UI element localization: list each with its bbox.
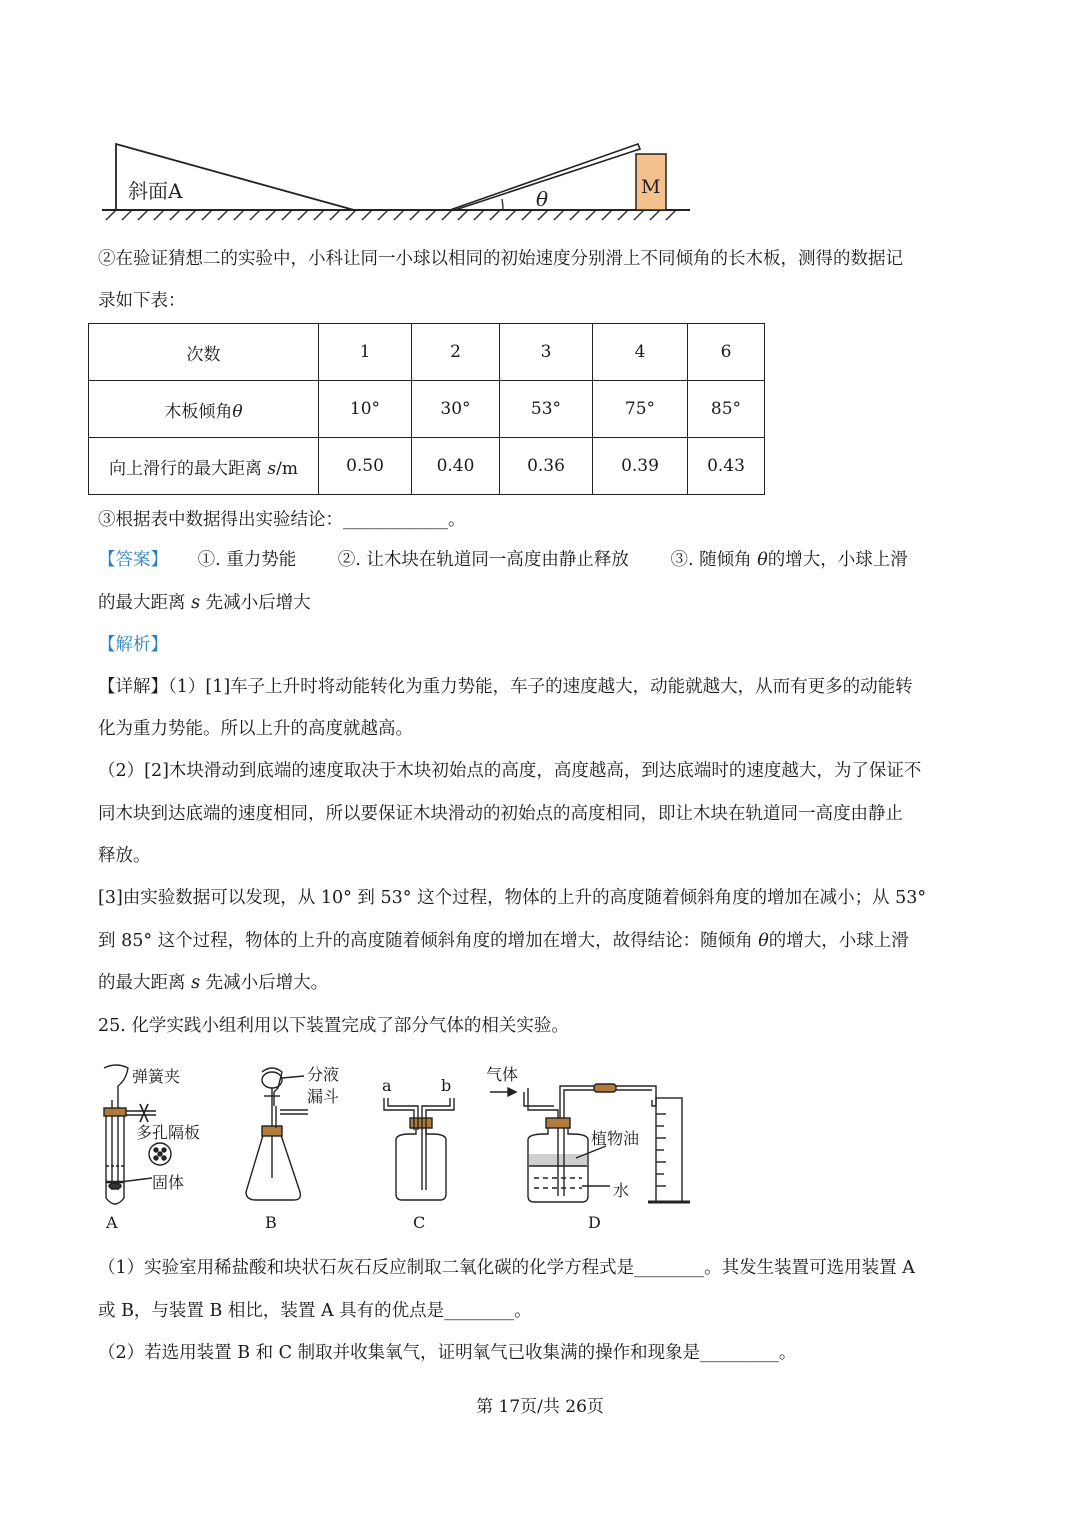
- q1-line1: （1）实验室用稀盐酸和块状石灰石反应制取二氧化碳的化学方程式是________。其发生装置可选用装置 A: [98, 1258, 915, 1278]
- apparatus-b: [246, 1068, 308, 1200]
- answer-tag: 【答案】: [98, 550, 168, 570]
- table-cell: 3: [500, 324, 593, 381]
- q1-line2: 或 B，与装置 B 相比，装置 A 具有的优点是________。: [98, 1301, 532, 1321]
- row-header-distance: 向上滑行的最大距离 s/m: [89, 438, 319, 495]
- detail-line2: 化为重力势能。所以上升的高度就越高。: [98, 719, 413, 739]
- table-cell: 85°: [688, 381, 765, 438]
- table-cell: 1: [319, 324, 412, 381]
- label-port-a: a: [382, 1076, 392, 1095]
- detail-line1: 【详解】（1）[1]车子上升时将动能转化为重力势能，车子的速度越大，动能就越大，从而有更多的动能转: [98, 677, 913, 697]
- para2-line2: 录如下表：: [98, 291, 186, 311]
- label-water: 水: [613, 1181, 630, 1200]
- label-porous-plate: 多孔隔板: [136, 1123, 201, 1142]
- detail-line6: [3]由实验数据可以发现，从 10° 到 53° 这个过程，物体的上升的高度随着倾斜角度的增加在减小；从 53°: [98, 888, 927, 908]
- label-sep-funnel-2: 漏斗: [307, 1087, 340, 1106]
- table-cell: 0.39: [593, 438, 688, 495]
- label-spring-clip: 弹簧夹: [132, 1067, 181, 1086]
- row-header-count: 次数: [89, 324, 319, 381]
- label-apparatus-d: D: [588, 1213, 601, 1232]
- data-table: [88, 323, 765, 495]
- question-25: 25. 化学实践小组利用以下装置完成了部分气体的相关实验。: [98, 1016, 569, 1036]
- table-row: [89, 381, 765, 438]
- table-cell: 30°: [412, 381, 500, 438]
- table-cell: 0.40: [412, 438, 500, 495]
- table-cell: 53°: [500, 381, 593, 438]
- row-header-angle: 木板倾角θ: [89, 381, 319, 438]
- analysis-tag: 【解析】: [98, 635, 168, 655]
- table-cell: 0.50: [319, 438, 412, 495]
- table-cell: 2: [412, 324, 500, 381]
- para3: ③根据表中数据得出实验结论：____________。: [98, 510, 466, 530]
- table-row: [89, 438, 765, 495]
- angle-theta-label: θ: [536, 187, 549, 211]
- para2-line1: ②在验证猜想二的实验中，小科让同一小球以相同的初始速度分别滑上不同倾角的长木板，测得的数据记: [98, 249, 903, 269]
- q2-line: （2）若选用装置 B 和 C 制取并收集氧气，证明氧气已收集满的操作和现象是_________。: [98, 1343, 797, 1363]
- detail-line7: 到 85° 这个过程，物体的上升的高度随着倾斜角度的增加在增大，故得结论：随倾角 θ的增大，小球上滑: [98, 931, 909, 951]
- table-cell: 0.36: [500, 438, 593, 495]
- table-row: [89, 324, 765, 381]
- angle-arc: [502, 199, 503, 210]
- label-port-b: b: [441, 1076, 452, 1095]
- apparatus-d: [490, 1084, 690, 1202]
- table-cell: 6: [688, 324, 765, 381]
- label-veg-oil: 植物油: [591, 1129, 640, 1148]
- table-cell: 0.43: [688, 438, 765, 495]
- incline-figure: [98, 132, 698, 222]
- table-cell: 75°: [593, 381, 688, 438]
- label-sep-funnel-1: 分液: [307, 1065, 340, 1084]
- label-apparatus-b: B: [265, 1213, 277, 1232]
- label-solid: 固体: [152, 1173, 185, 1192]
- page-footer: 第 17页/共 26页: [476, 1397, 604, 1417]
- ground-hatch: [106, 210, 676, 220]
- label-apparatus-c: C: [413, 1213, 426, 1232]
- incline-a-label: 斜面A: [128, 179, 183, 203]
- answer-line2: 的最大距离 s 先减小后增大: [98, 593, 311, 613]
- detail-line5: 释放。: [98, 846, 151, 866]
- apparatus-c: [384, 1098, 454, 1200]
- detail-line4: 同木块到达底端的速度相同，所以要保证木块滑动的初始点的高度相同，即让木块在轨道同一高度由静止: [98, 804, 903, 824]
- table-cell: 10°: [319, 381, 412, 438]
- label-gas: 气体: [486, 1065, 519, 1084]
- block-m-label: M: [641, 176, 661, 198]
- detail-line3: （2）[2]木块滑动到底端的速度取决于木块初始点的高度，高度越高，到达底端时的速度越大，为了保证不: [98, 761, 922, 781]
- label-apparatus-a: A: [106, 1213, 118, 1232]
- answer-line1: 【答案】 ①. 重力势能 ②. 让木块在轨道同一高度由静止释放 ③. 随倾角 θ的增大，小球上滑: [98, 550, 908, 570]
- table-cell: 4: [593, 324, 688, 381]
- detail-line8: 的最大距离 s 先减小后增大。: [98, 973, 329, 993]
